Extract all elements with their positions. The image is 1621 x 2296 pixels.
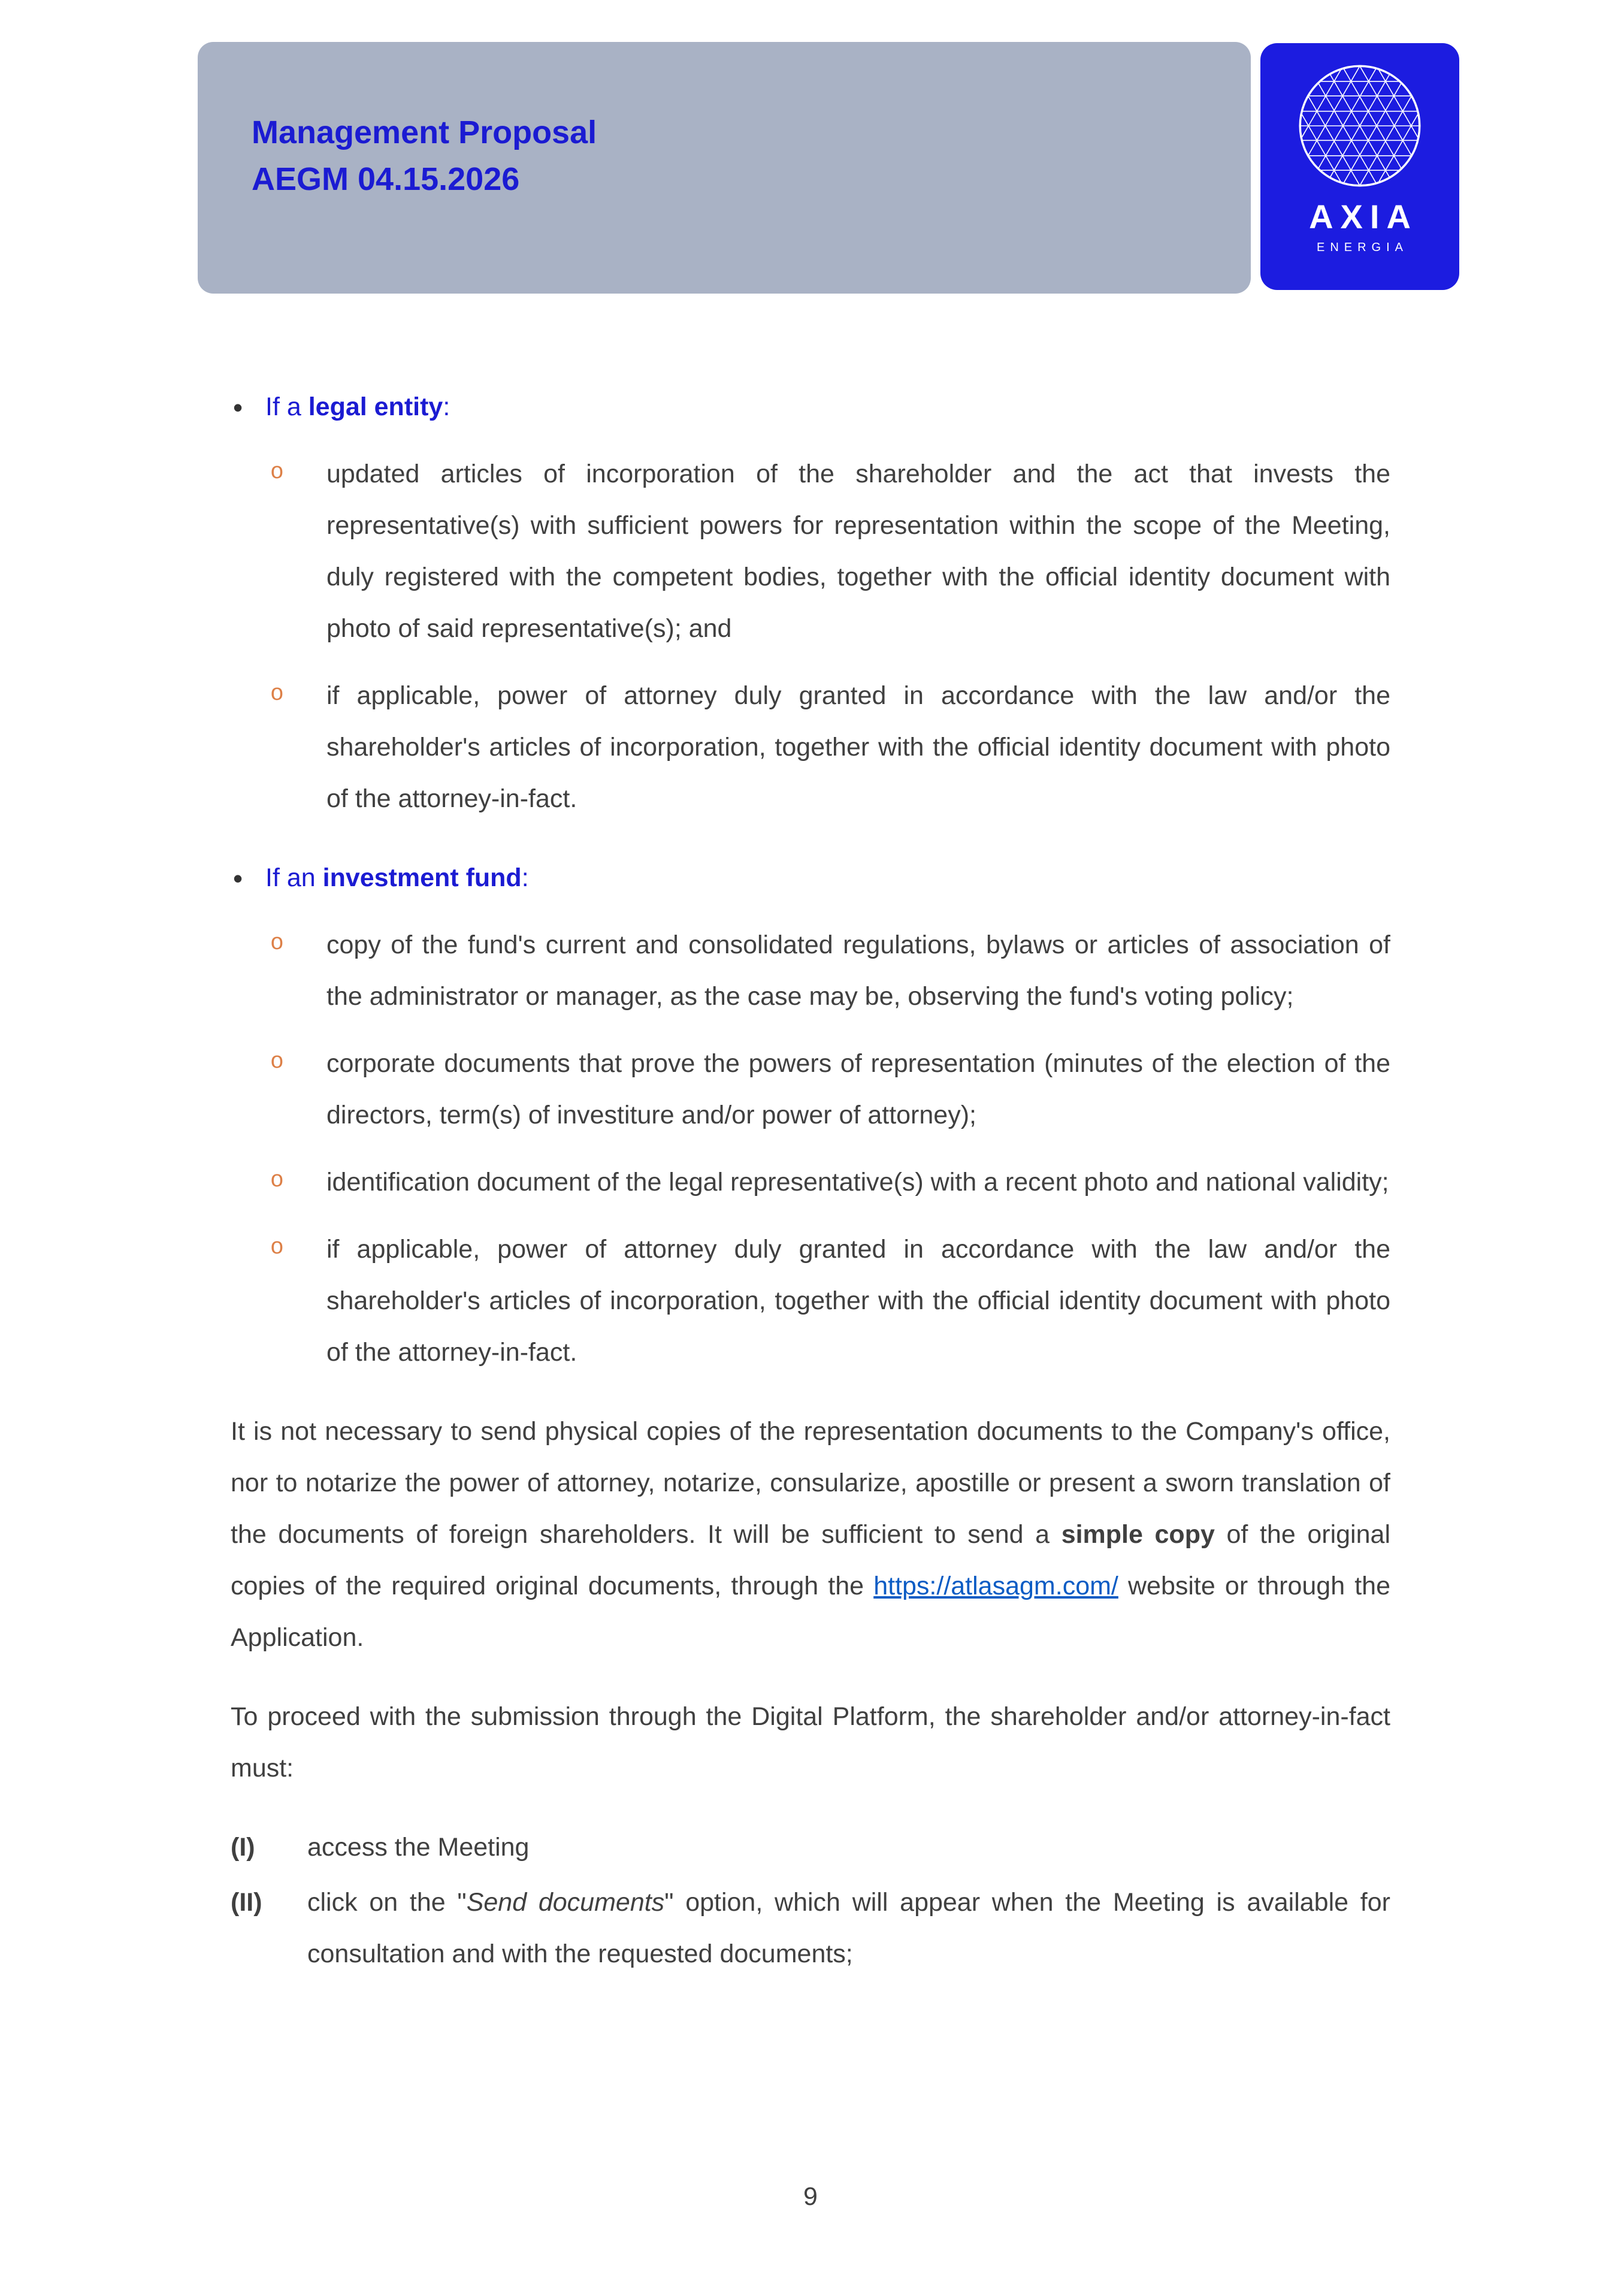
header-banner: [198, 42, 1251, 294]
logo-subbrand-text: ENERGIA: [1316, 241, 1409, 254]
roman-marker: (I): [231, 1833, 255, 1862]
bullet-label: If an investment fund:: [265, 863, 529, 892]
sub-bullet-text: if applicable, power of attorney duly granted in accordance with the law and/or the shareholder's articles of incorporation, together with the official identity document with photo of the attorney-in-fact.: [326, 1235, 1390, 1367]
sub-bullet-text: corporate documents that prove the powers of representation (minutes of the election of the directors, term(s) of investiture and/or power of attorney);: [326, 1049, 1390, 1129]
bullet-marker: •: [233, 863, 243, 894]
sub-bullet-item: [231, 919, 1390, 1022]
sub-bullet-item: [231, 1156, 1390, 1208]
sub-bullet-item: [231, 448, 1390, 654]
sub-bullet-marker: o: [270, 681, 284, 707]
bullet-item-investment-fund: [231, 852, 1390, 904]
paragraph-physical-copies: It is not necessary to send physical copies of the representation documents to the Company's office, nor to notarize the power of attorney, notarize, consularize, apostille or present a sworn translation of the documents of foreign shareholders. It will be sufficient to send a simple copy of the original copies of the required original documents, through the https://atlasagm.com/ website or through the Application.: [231, 1417, 1391, 1652]
sub-bullet-marker: o: [270, 1235, 284, 1261]
document-title: [252, 109, 597, 203]
logo-brand-text: AXIA: [1309, 198, 1418, 235]
sub-bullet-item: [231, 1038, 1390, 1141]
italic-send-documents: Send documents: [466, 1888, 665, 1917]
bullet-item-legal-entity: [231, 381, 1390, 433]
page-number: 9: [803, 2182, 818, 2211]
paragraph-digital-platform: To proceed with the submission through the Digital Platform, the shareholder and/or attorney-in-fact must:: [231, 1702, 1390, 1783]
sub-bullet-item: [231, 670, 1390, 824]
sub-bullet-marker: o: [270, 931, 284, 956]
roman-item-send-documents: [231, 1877, 1390, 1980]
roman-item-text: access the Meeting: [307, 1833, 530, 1862]
roman-marker: (II): [231, 1888, 262, 1917]
sub-bullet-item: [231, 1223, 1390, 1378]
document-body: [231, 381, 1390, 1983]
bullet-label: If a legal entity:: [265, 392, 450, 421]
bullet-marker: •: [233, 392, 243, 423]
roman-item-text: click on the "Send documents" option, which will appear when the Meeting is available for consultation and with the requested documents;: [307, 1888, 1390, 1968]
sub-bullet-text: identification document of the legal representative(s) with a recent photo and national validity;: [326, 1168, 1389, 1197]
geodesic-globe-icon: [1290, 56, 1429, 195]
sub-bullet-text: updated articles of incorporation of the shareholder and the act that invests the representative(s) with sufficient powers for representation within the scope of the Meeting, duly registered with the competent bodies, together with the official identity document with photo of said representative(s); and: [326, 460, 1390, 643]
sub-bullet-text: copy of the fund's current and consolidated regulations, bylaws or articles of association of the administrator or manager, as the case may be, observing the fund's voting policy;: [326, 931, 1390, 1011]
axia-logo: [1260, 43, 1459, 290]
document-title-line1: Management Proposal: [252, 114, 597, 150]
sub-bullet-marker: o: [270, 1168, 284, 1194]
sub-bullet-marker: o: [270, 1049, 284, 1075]
sub-bullet-marker: o: [270, 460, 284, 485]
atlasagm-link[interactable]: https://atlasagm.com/: [873, 1572, 1118, 1600]
roman-item-access-meeting: [231, 1821, 1390, 1873]
bold-simple-copy: simple copy: [1061, 1520, 1215, 1549]
document-title-line2: AEGM 04.15.2026: [252, 161, 520, 198]
sub-bullet-text: if applicable, power of attorney duly granted in accordance with the law and/or the shareholder's articles of incorporation, together with the official identity document with photo of the attorney-in-fact.: [326, 681, 1390, 813]
